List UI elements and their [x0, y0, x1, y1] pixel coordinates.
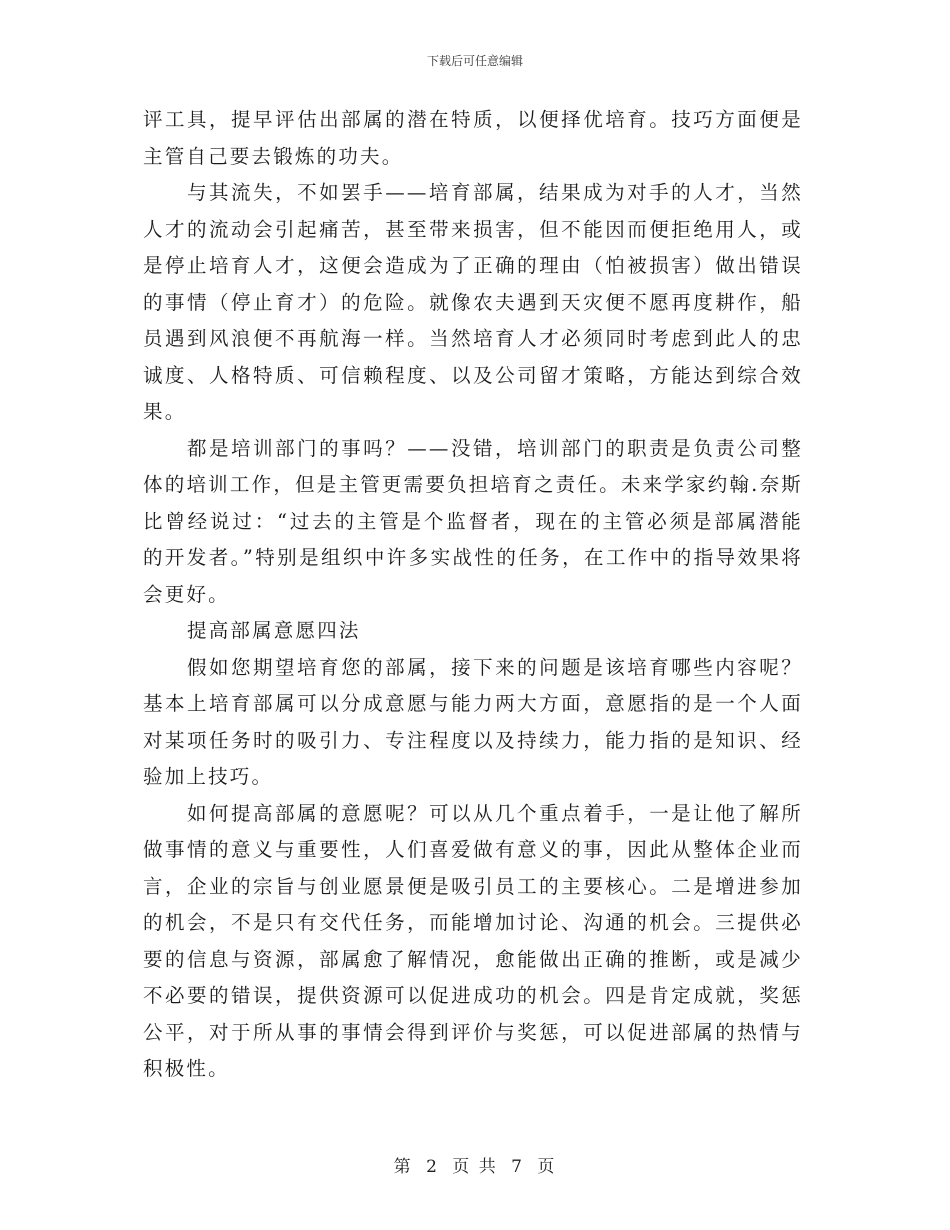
paragraph-willingness-ability: 假如您期望培育您的部属，接下来的问题是该培育哪些内容呢？基本上培育部属可以分成意愿与能力两大方面，意愿指的是一个人面对某项任务时的吸引力、专注程度以及持续力，能力指的是知识、经验加上技巧。	[143, 655, 803, 788]
document-body	[143, 102, 803, 1088]
footer-suffix: 页	[537, 1157, 557, 1177]
current-page-number: 2	[426, 1157, 439, 1177]
paragraph-training-department: 都是培训部门的事吗？——没错，培训部门的职责是负责公司整体的培训工作，但是主管更需要负担培育之责任。未来学家约翰.奈斯比曾经说过：“过去的主管是个监督者，现在的主管必须是部属潜能的开发者。”特别是组织中许多实战性的任务，在工作中的指导效果将会更好。	[143, 436, 803, 606]
section-heading: 提高部属意愿四法	[187, 619, 361, 642]
page-footer	[0, 1152, 950, 1177]
paragraph-four-methods: 如何提高部属的意愿呢？可以从几个重点着手，一是让他了解所做事情的意义与重要性，人们喜爱做有意义的事，因此从整体企业而言，企业的宗旨与创业愿景便是吸引员工的主要核心。二是增进参加的机会，不是只有交代任务，而能增加讨论、沟通的机会。三提供必要的信息与资源，部属愈了解情况，愈能做出正确的推断，或是减少不必要的错误，提供资源可以促进成功的机会。四是肯定成就，奖惩公平，对于所从事的事情会得到评价与奖惩，可以促进部属的热情与积极性。	[143, 801, 803, 1080]
footer-middle: 页 共	[452, 1157, 498, 1177]
paragraph-continuation: 评工具，提早评估出部属的潜在特质，以便择优培育。技巧方面便是主管自己要去锻炼的功夫。	[143, 108, 803, 168]
total-page-count: 7	[511, 1157, 524, 1177]
page-header-note: 下载后可任意编辑	[426, 54, 523, 68]
footer-prefix: 第	[393, 1157, 413, 1177]
paragraph-retention: 与其流失，不如罢手——培育部属，结果成为对手的人才，当然人才的流动会引起痛苦，甚至带来损害，但不能因而便拒绝用人，或是停止培育人才，这便会造成为了正确的理由（怕被损害）做出错误的事情（停止育才）的危险。就像农夫遇到天灾便不愿再度耕作，船员遇到风浪便不再航海一样。当然培育人才必须同时考虑到此人的忠诚度、人格特质、可信赖程度、以及公司留才策略，方能达到综合效果。	[143, 181, 803, 423]
